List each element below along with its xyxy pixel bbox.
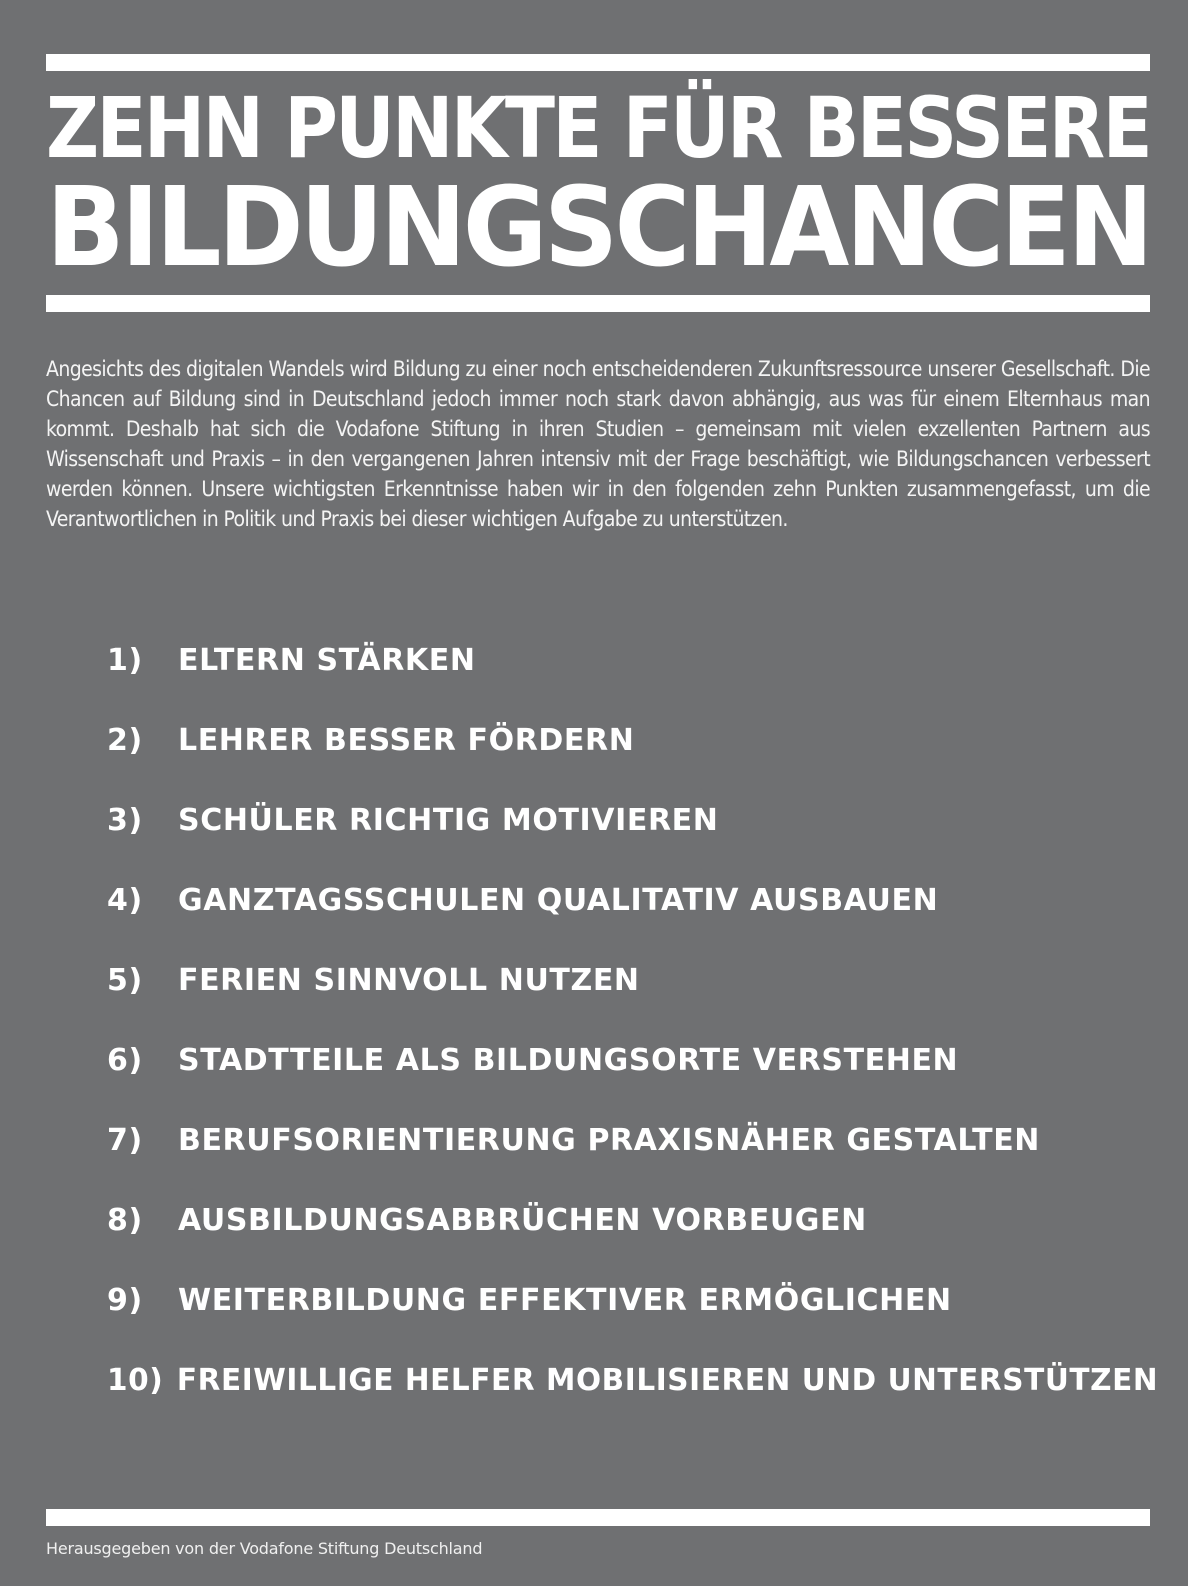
point-number: 8)	[107, 1202, 143, 1238]
point-number: 2)	[107, 722, 143, 758]
list-item	[107, 880, 1147, 920]
list-item	[107, 1360, 1159, 1400]
point-number: 9)	[107, 1282, 143, 1318]
intro-paragraph: Angesichts des digitalen Wandels wird Bildung zu einer noch entscheidenderen Zukunftsressource unserer Gesellschaft. Die Chancen auf Bildung sind in Deutschland jedoch immer noch stark davon abhängig, aus was für einem Elternhaus man kommt. Deshalb hat sich die Vodafone Stiftung in ihren Studien – gemeinsam mit vielen exzellenten Partnern aus Wissenschaft und Praxis – in den vergangenen Jahren intensiv mit der Frage beschäftigt, wie Bildungschancen verbessert werden können. Unsere wichtigsten Erkenntnisse haben wir in den folgenden zehn Punkten zusammengefasst, um die Verantwortlichen in Politik und Praxis bei dieser wichtigen Aufgabe zu unterstützen.	[46, 357, 1150, 531]
point-label: ELTERN STÄRKEN	[178, 642, 476, 678]
footer-rule	[46, 1509, 1150, 1526]
title-line-2: BILDUNGSCHANCEN	[46, 163, 1150, 291]
list-item	[107, 720, 1147, 760]
list-item	[107, 1280, 1147, 1320]
list-item	[107, 960, 1147, 1000]
point-number: 5)	[107, 962, 143, 998]
list-item	[107, 1200, 1147, 1240]
point-label: WEITERBILDUNG EFFEKTIVER ERMÖGLICHEN	[178, 1282, 952, 1318]
point-number: 7)	[107, 1122, 143, 1158]
list-item	[107, 1120, 1147, 1160]
point-label: AUSBILDUNGSABBRÜCHEN VORBEUGEN	[178, 1202, 867, 1238]
point-number: 6)	[107, 1042, 143, 1078]
point-number: 3)	[107, 802, 143, 838]
list-item	[107, 1040, 1147, 1080]
list-item	[107, 800, 1147, 840]
point-label: SCHÜLER RICHTIG MOTIVIEREN	[178, 802, 719, 838]
point-label: FREIWILLIGE HELFER MOBILISIEREN UND UNTERSTÜTZEN	[176, 1362, 1159, 1398]
point-label: FERIEN SINNVOLL NUTZEN	[178, 962, 640, 998]
point-number: 1)	[107, 642, 143, 678]
point-number: 10)	[107, 1362, 164, 1398]
point-number: 4)	[107, 882, 143, 918]
title-underline-rule	[46, 295, 1150, 312]
point-label: GANZTAGSSCHULEN QUALITATIV AUSBAUEN	[178, 882, 939, 918]
title-line-1: ZEHN PUNKTE FÜR BESSERE	[46, 79, 1150, 177]
list-item	[107, 640, 1147, 680]
point-label: BERUFSORIENTIERUNG PRAXISNÄHER GESTALTEN	[178, 1122, 1041, 1158]
publisher-note: Herausgegeben von der Vodafone Stiftung Deutschland	[46, 1539, 483, 1558]
point-label: STADTTEILE ALS BILDUNGSORTE VERSTEHEN	[178, 1042, 959, 1078]
top-rule	[46, 54, 1150, 71]
point-label: LEHRER BESSER FÖRDERN	[178, 722, 635, 758]
points-list	[107, 640, 1159, 1440]
